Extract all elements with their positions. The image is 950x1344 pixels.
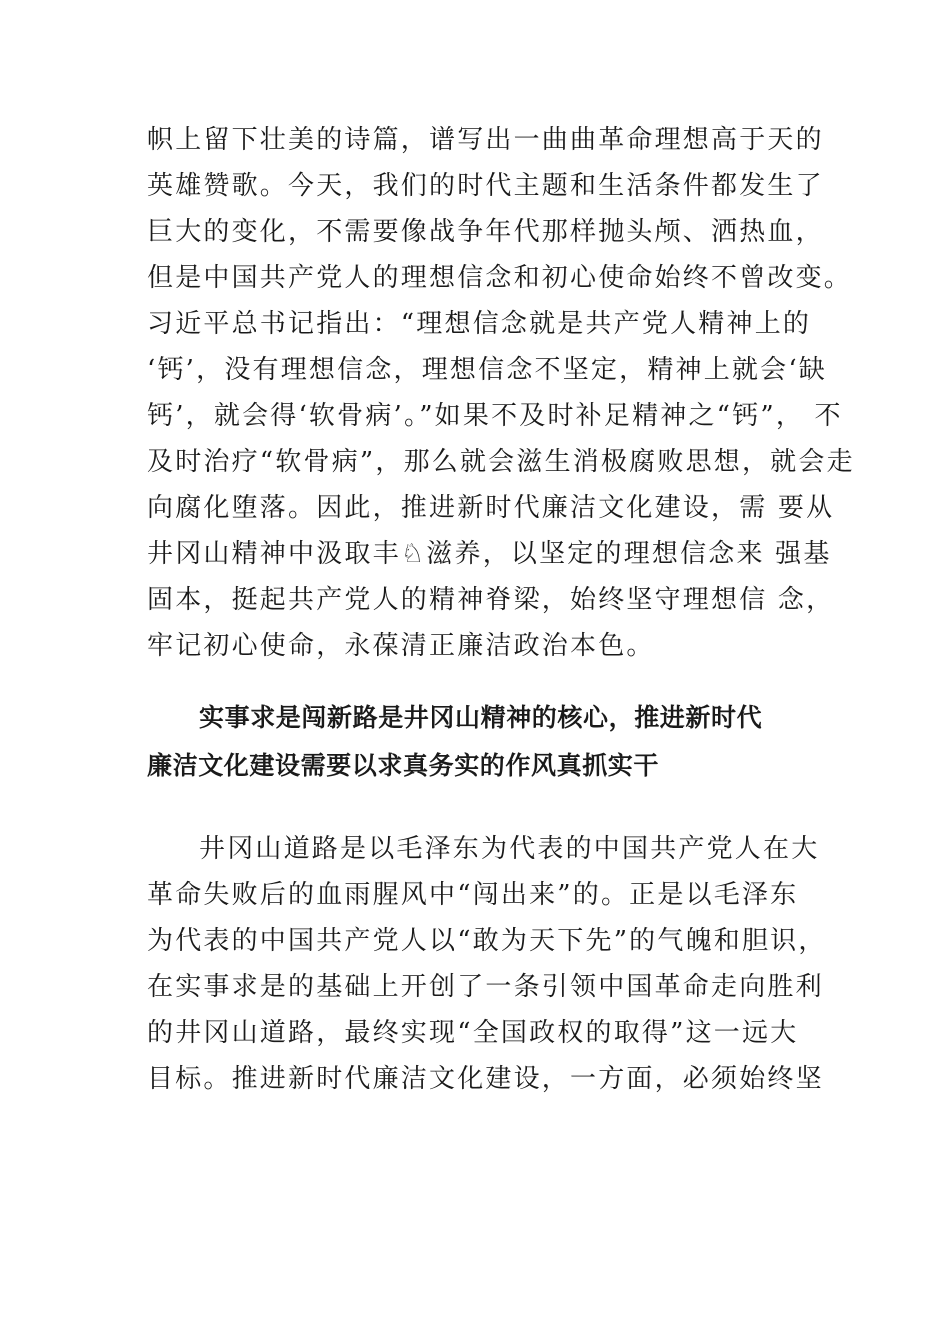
text-line: 习近平总书记指出：“理想信念就是共产党人精神上的 (147, 309, 812, 339)
text-line: 目标。推进新时代廉洁文化建设，一方面，必须始终坚 (147, 1064, 824, 1094)
text-line: 固本，挺起共产党人的精神脊梁，始终坚守理想信 念， (147, 585, 835, 615)
text-line: 井冈山道路是以毛泽东为代表的中国共产党人在大 (199, 834, 820, 864)
heading-line: 廉洁文化建设需要以求真务实的作风真抓实干 (147, 751, 660, 780)
text-line: 但是中国共产党人的理想信念和初心使命始终不曾改变。 (147, 263, 853, 293)
section-heading (147, 694, 847, 790)
text-line: 革命失败后的血雨腥风中“闯出来”的。正是以毛泽东 (147, 880, 799, 910)
body-paragraph-2 (147, 826, 847, 1102)
text-line: 为代表的中国共产党人以“敢为天下先”的气魄和胆识， (147, 926, 827, 956)
text-line: 英雄赞歌。今天，我们的时代主题和生活条件都发生了 (147, 171, 824, 201)
text-line: 巨大的变化，不需要像战争年代那样抛头颅、洒热血， (147, 217, 824, 247)
body-paragraph-1 (147, 117, 855, 669)
text-line: 及时治疗“软骨病”，那么就会滋生消极腐败思想，就会走 (147, 447, 855, 477)
text-line: 向腐化堕落。因此，推进新时代廉洁文化建设，需 要从 (147, 493, 835, 523)
text-line: ‘钙’，没有理想信念，理想信念不坚定，精神上就会‘缺 (147, 355, 827, 385)
text-line: 帜上留下壮美的诗篇，谱写出一曲曲革命理想高于天的 (147, 125, 824, 155)
text-line: 的井冈山道路，最终实现“全国政权的取得”这一远大 (147, 1018, 799, 1048)
text-line: 井冈山精神中汲取丰♘滋养，以坚定的理想信念来 强基 (147, 539, 832, 569)
text-line: 在实事求是的基础上开创了一条引领中国革命走向胜利 (147, 972, 824, 1002)
heading-line: 实事求是闯新路是井冈山精神的核心，推进新时代 (199, 703, 763, 732)
text-line: 牢记初心使命，永葆清正廉洁政治本色。 (147, 631, 655, 661)
text-line: 钙’，就会得‘软骨病’。”如果不及时补足精神之“钙”， 不 (147, 401, 843, 431)
